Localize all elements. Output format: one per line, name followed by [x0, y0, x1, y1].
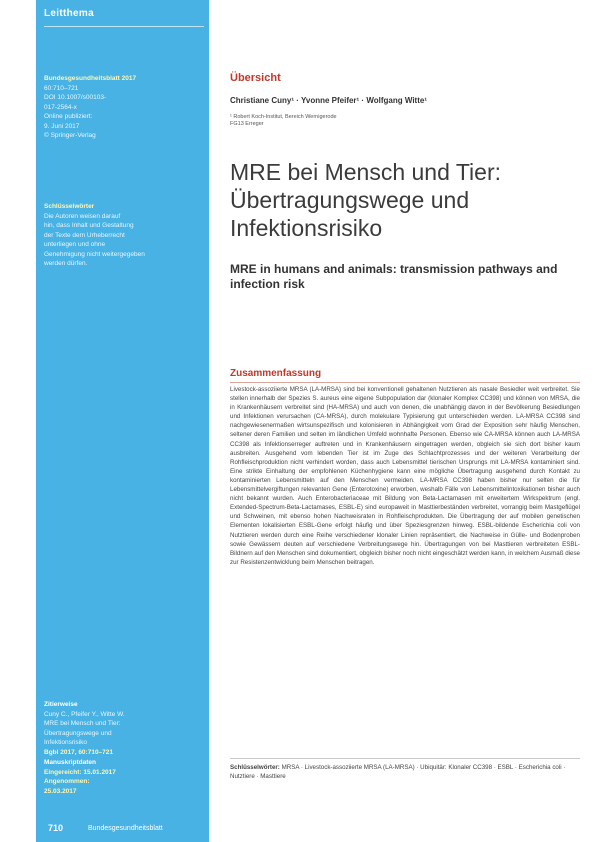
sidebar-line: Cuny C., Pfeifer Y., Witte W. — [44, 710, 125, 718]
sidebar-line: werden dürfen. — [44, 260, 88, 267]
sidebar-citation-info — [44, 700, 204, 757]
sidebar-line: 60:710–721 — [44, 84, 79, 92]
sidebar-line: Bgbl 2017, 60:710–721 — [44, 748, 114, 756]
sidebar-line: Infektionsrisiko — [44, 739, 87, 746]
sidebar-line: Übertragungswege und — [44, 729, 112, 737]
sidebar-cite-heading: Zitierweise — [44, 701, 78, 708]
sidebar-citation-block — [44, 74, 204, 141]
sidebar-line: Eingereicht: 15.01.2017 — [44, 768, 116, 776]
abstract-text: Livestock-assoziierte MRSA (LA-MRSA) sind bei konventionell gehaltenen Nutztieren als nasale Besiedler weit verbreitet. Sie stellen innerhalb der Spezies S. aureus eine eigene Subpopulation dar (klonaler Komplex CC398) und können von MRSA, die in Krankenhäusern verbreitet sind (HA-MRSA) und auch von denen, die unabhängig davon in der Bevölkerung Besiedlungen und Infektionen verursachen (CA-MRSA), durch molekulare Typisierung gut unterschieden werden. LA-MRSA CC398 sind nachgewiesenermaßen wirtsunspezifisch und kolonisieren in Abhängigkeit vom Grad der Exposition sehr häufig Menschen, seltener deren Familien und selten im ländlichen Umfeld wohnhafte Personen. Ebenso wie CA-MRSA können auch LA-MRSA CC398 als Infektionserreger auftreten und in Krankenhäusern eingetragen werden, obgleich sie sich dort bisher kaum ausbreiten. Ausgehend vom lebenden Tier ist im Zuge des Schlachtprozesses und der weiteren Verarbeitung der Rohfleischproduktion nicht verhindert worden, dass auch Lebensmittel tierischen Ursprungs mit LA-MRSA kontaminiert sind. Eine strikte Einhaltung der empfohlenen Küchenhygiene kann eine mögliche Übertragung ausgehend durch Kontakt zu kontaminierten Lebensmitteln auf den Menschen vermeiden. LA-MRSA CC398 haben bisher nur selten die für Lebensmittelvergiftungen relevanten Gene (Enterotoxine) erworben, weshalb Fälle von Lebensmittelintoxikationen bisher auch nicht bekannt wurden. Auch Enterobacteriaceae mit Bildung von Beta-Lactamasen mit erweitertem Wirkspektrum (engl. Extended-Spectrum-Beta-Lactamases, ESBL-E) sind europaweit in Masttierbeständen verbreitet, vorrangig beim Mastgeflügel und Schweinen, mit ebenso hohen Nachweisraten in Rohfleischprodukten. Die Übertragung der auf mobilen genetischen Elementen lokalisierten ESBL-Gene erfolgt häufig und über Speziesgrenzen hinweg. ESBL-bildende Escherichia coli von Nutztieren werden durch eine Reihe verschiedener klonaler Linien repräsentiert, die Nachweise in Gülle- und Bodenproben sowie Gewässern deuten auf verschiedene Verbreitungswege hin. Übertragungen von bei Masttieren verbreiteten ESBL-Bildnern auf den Menschen sind dokumentiert, obgleich bisher noch nicht eingeschätzt werden kann, in welchem Ausmaß diese zur Resistenzentwicklung beim Menschen beitragen. — [230, 386, 580, 566]
sidebar-line: der Texte dem Urheberrecht — [44, 231, 125, 239]
sidebar-notice-heading: Schlüsselwörter — [44, 203, 95, 210]
sidebar-dates-heading: Manuskriptdaten — [44, 759, 97, 766]
sidebar-line: 25.03.2017 — [44, 787, 77, 795]
sidebar-line: unterliegen und ohne — [44, 241, 106, 248]
sidebar-line: Angenommen: — [44, 778, 90, 785]
article-title: MRE bei Mensch und Tier: Übertragungswege und Infektionsrisiko — [230, 159, 502, 241]
affiliation — [230, 114, 530, 128]
sidebar-line: © Springer-Verlag — [44, 132, 96, 139]
sidebar-line: hin, dass Inhalt und Gestaltung — [44, 222, 134, 229]
sidebar-line: DOI 10.1007/s00103- — [44, 94, 107, 101]
affiliation-line: ¹ Robert Koch-Institut, Bereich Wernigerode — [230, 114, 337, 120]
sidebar-notice-block — [44, 202, 204, 269]
section-label: Übersicht — [230, 72, 281, 84]
sidebar-header: Leitthema — [44, 8, 204, 27]
keywords-label: Schlüsselwörter: — [230, 764, 280, 771]
sidebar-line: Genehmigung nicht weitergegeben — [44, 250, 145, 258]
sidebar-line: 017-2564-x — [44, 103, 77, 111]
keywords — [230, 758, 580, 781]
article-title-english: MRE in humans and animals: transmission pathways and infection risk — [230, 262, 558, 291]
sidebar-footer — [36, 820, 209, 842]
sidebar-line: Online publiziert: — [44, 113, 93, 120]
footer-source: Bundesgesundheitsblatt — [88, 825, 163, 832]
sidebar-line: MRE bei Mensch und Tier: — [44, 720, 121, 727]
sidebar-manuscript-dates — [44, 758, 204, 796]
affiliation-line: FG13 Erreger — [230, 121, 264, 127]
sidebar-line: 9. Juni 2017 — [44, 122, 80, 130]
sidebar-journal: Bundesgesundheitsblatt 2017 — [44, 75, 137, 82]
author-list: Christiane Cuny¹ · Yvonne Pfeifer¹ · Wolfgang Witte¹ — [230, 96, 427, 105]
page-number: 710 — [48, 823, 64, 833]
keywords-text: MRSA · Livestock-assoziierte MRSA (LA-MRSA) · Ubiquitär: Klonaler CC398 · ESBL · Escherichia coli · Nutztiere · Masttiere — [230, 764, 566, 780]
sidebar-line: Die Autoren weisen darauf — [44, 212, 121, 220]
abstract-heading: Zusammenfassung — [230, 368, 580, 383]
